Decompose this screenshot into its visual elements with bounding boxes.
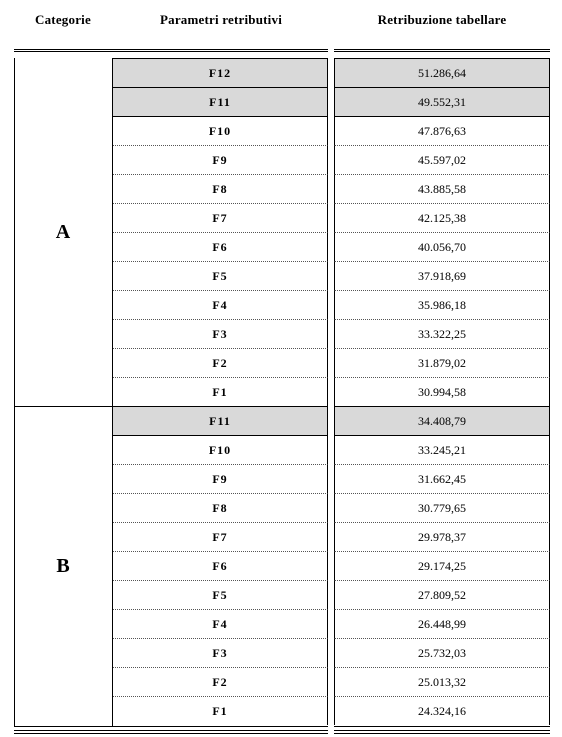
parameter-cell: F3 (113, 638, 328, 667)
salary-cell: 33.245,21 (334, 435, 550, 464)
parameter-cell: F7 (113, 522, 328, 551)
salary-cell: 34.408,79 (334, 406, 550, 435)
parameter-cell: F7 (113, 203, 328, 232)
salary-cell: 27.809,52 (334, 580, 550, 609)
table-row (113, 377, 550, 406)
table-row (113, 522, 550, 551)
salary-cell: 49.552,31 (334, 87, 550, 116)
parameter-cell: F1 (113, 377, 328, 406)
header-retribuzione-tabellare: Retribuzione tabellare (377, 12, 507, 27)
salary-cell: 47.876,63 (334, 116, 550, 145)
salary-cell: 33.322,25 (334, 319, 550, 348)
salary-cell: 31.879,02 (334, 348, 550, 377)
table-row (113, 406, 550, 435)
table-row (113, 435, 550, 464)
salary-cell: 25.013,32 (334, 667, 550, 696)
table-row (113, 58, 550, 87)
parameter-cell: F8 (113, 493, 328, 522)
table-row (113, 348, 550, 377)
footer-rule (334, 730, 550, 731)
parameter-cell: F5 (113, 580, 328, 609)
parameter-cell: F2 (113, 667, 328, 696)
table-bottom-rule (14, 726, 328, 727)
parameter-cell: F4 (113, 290, 328, 319)
table-row (113, 116, 550, 145)
parameter-cell: F8 (113, 174, 328, 203)
table-row (113, 319, 550, 348)
salary-cell: 31.662,45 (334, 464, 550, 493)
table-row (113, 696, 550, 725)
parameter-cell: F10 (113, 435, 328, 464)
table-row (113, 290, 550, 319)
header-categorie: Categorie (35, 12, 91, 27)
parameter-cell: F9 (113, 145, 328, 174)
parameter-cell: F9 (113, 464, 328, 493)
salary-cell: 25.732,03 (334, 638, 550, 667)
parameter-cell: F6 (113, 551, 328, 580)
salary-cell: 45.597,02 (334, 145, 550, 174)
table-row (113, 551, 550, 580)
table-row (113, 174, 550, 203)
salary-cell: 24.324,16 (334, 696, 550, 725)
parameter-cell: F12 (113, 58, 328, 87)
table-row (113, 232, 550, 261)
table-row (113, 261, 550, 290)
table-row (113, 609, 550, 638)
footer-rule (14, 730, 328, 731)
table-row (113, 493, 550, 522)
parameter-cell: F1 (113, 696, 328, 725)
table-row (113, 580, 550, 609)
parameter-cell: F2 (113, 348, 328, 377)
parameter-cell: F11 (113, 406, 328, 435)
salary-cell: 40.056,70 (334, 232, 550, 261)
salary-cell: 51.286,64 (334, 58, 550, 87)
salary-cell: 26.448,99 (334, 609, 550, 638)
salary-cell: 29.174,25 (334, 551, 550, 580)
header-rule (334, 51, 550, 52)
footer-rule (334, 733, 550, 734)
table-row (113, 203, 550, 232)
category-label-a: A (14, 58, 113, 406)
header-parametri-retributivi: Parametri retributivi (160, 12, 282, 27)
salary-cell: 43.885,58 (334, 174, 550, 203)
parameter-cell: F5 (113, 261, 328, 290)
salary-cell: 29.978,37 (334, 522, 550, 551)
header-rule (14, 49, 328, 50)
category-label-b: B (14, 406, 113, 726)
table-row (113, 464, 550, 493)
table-row (113, 638, 550, 667)
parameter-cell: F3 (113, 319, 328, 348)
table-row (113, 87, 550, 116)
salary-cell: 30.779,65 (334, 493, 550, 522)
parameter-cell: F4 (113, 609, 328, 638)
salary-cell: 37.918,69 (334, 261, 550, 290)
header-rule (334, 49, 550, 50)
parameter-cell: F10 (113, 116, 328, 145)
header-rule (14, 51, 328, 52)
salary-cell: 35.986,18 (334, 290, 550, 319)
footer-rule (14, 733, 328, 734)
parameter-cell: F6 (113, 232, 328, 261)
table-row (113, 145, 550, 174)
salary-cell: 30.994,58 (334, 377, 550, 406)
table-bottom-rule (334, 726, 550, 727)
parameter-cell: F11 (113, 87, 328, 116)
table-row (113, 667, 550, 696)
salary-cell: 42.125,38 (334, 203, 550, 232)
